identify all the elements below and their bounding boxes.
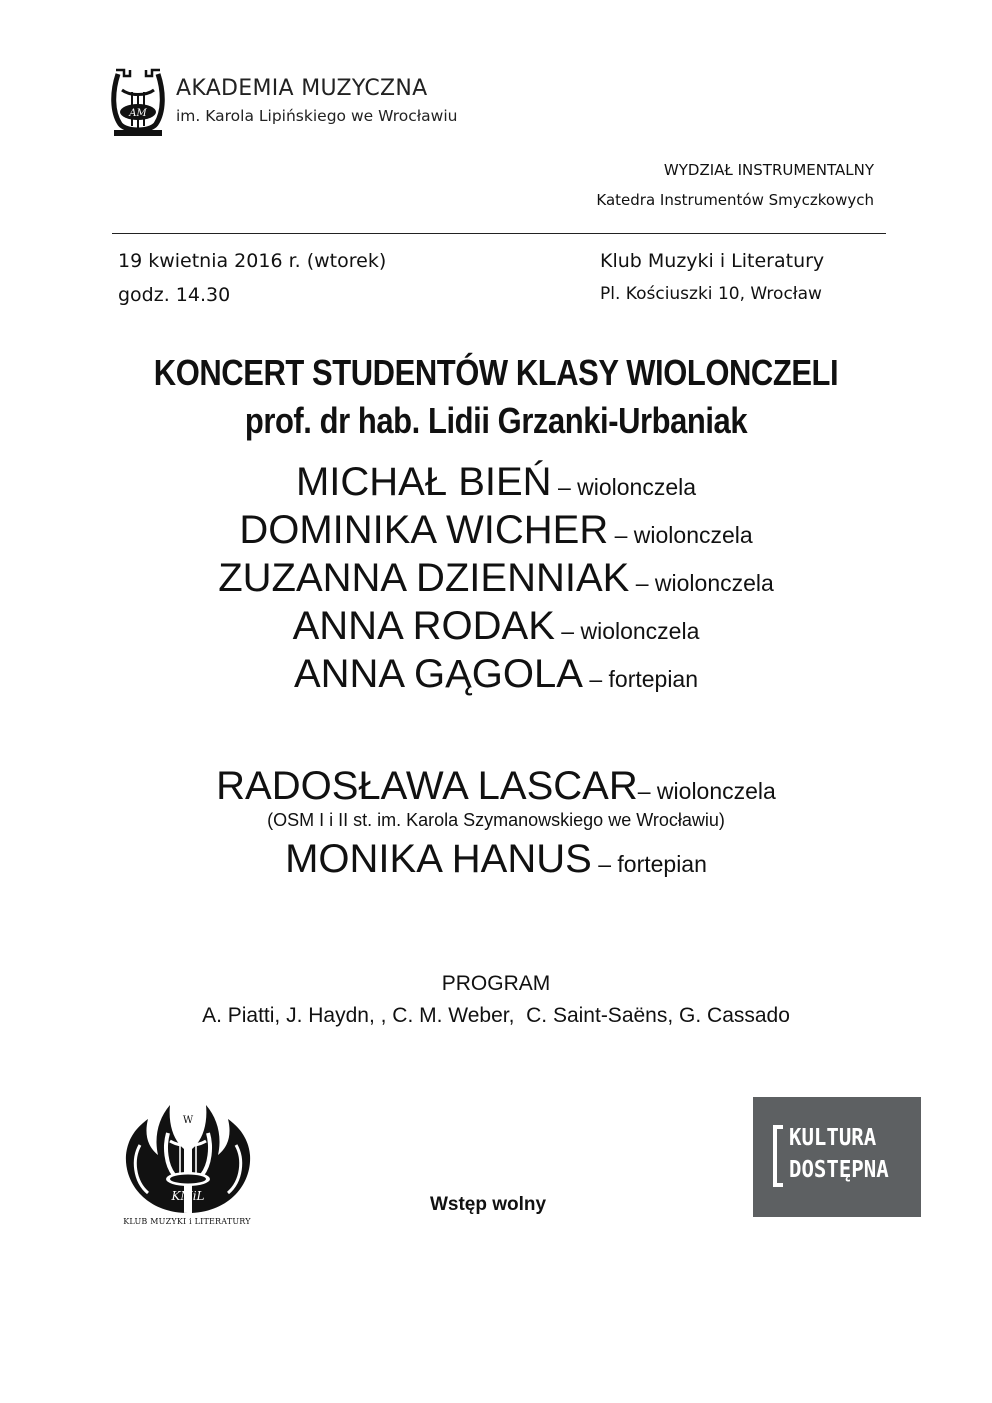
- event-venue: Klub Muzyki i Literatury: [600, 250, 825, 272]
- concert-class-teacher: prof. dr hab. Lidii Grzanki-Urbaniak: [244, 400, 748, 441]
- event-date: 19 kwietnia 2016 r. (wtorek): [118, 250, 387, 272]
- guest-instrument: – wiolonczela: [637, 778, 776, 804]
- performer-instrument: – wiolonczela: [551, 474, 697, 500]
- performer: [0, 650, 992, 698]
- academy-name: AKADEMIA MUZYCZNA: [176, 76, 428, 101]
- performer-instrument: – fortepian: [582, 666, 699, 692]
- badge-line-1: KULTURA: [789, 1125, 877, 1151]
- free-entry-note: Wstęp wolny: [429, 1194, 547, 1215]
- program-composers: A. Piatti, J. Haydn, , C. M. Weber, C. Saint-Saëns, G. Cassado: [202, 1004, 790, 1027]
- event-time: godz. 14.30: [118, 284, 231, 306]
- performer-instrument: – wiolonczela: [554, 618, 700, 644]
- svg-text:KMiL: KMiL: [171, 1189, 205, 1203]
- guest-performer: [0, 762, 992, 810]
- performer: [0, 602, 992, 650]
- performer-name: ZUZANNA DZIENNIAK: [218, 556, 630, 600]
- performer: [0, 458, 992, 506]
- performer-instrument: – wiolonczela: [608, 522, 753, 548]
- badge-line-2: DOSTĘPNA: [789, 1157, 889, 1183]
- guest-name: MONIKA HANUS: [285, 837, 592, 881]
- guest-school-note: (OSM I i II st. im. Karola Szymanowskiego we Wrocławiu): [267, 810, 725, 830]
- performer: [0, 554, 992, 602]
- svg-text:AM: AM: [129, 108, 147, 119]
- performer-name: DOMINIKA WICHER: [239, 508, 609, 552]
- performer-name: ANNA GĄGOLA: [293, 652, 583, 696]
- bracket-icon: [773, 1125, 783, 1187]
- guest-name: RADOSŁAWA LASCAR: [216, 764, 638, 808]
- department: WYDZIAŁ INSTRUMENTALNY: [663, 161, 874, 179]
- academy-logo: [110, 62, 470, 140]
- header-divider: [112, 233, 886, 234]
- performer-instrument: – wiolonczela: [629, 570, 774, 596]
- lyre-logo-icon: [110, 62, 166, 138]
- svg-text:W: W: [182, 1115, 194, 1126]
- kultura-dostepna-badge: [753, 1097, 921, 1217]
- concert-title: KONCERT STUDENTÓW KLASY WIOLONCZELI: [153, 352, 839, 393]
- chair: Katedra Instrumentów Smyczkowych: [596, 191, 874, 209]
- club-caption: KLUB MUZYKI i LITERATURY: [123, 1217, 251, 1226]
- guest-instrument: – fortepian: [591, 851, 707, 877]
- event-address: Pl. Kościuszki 10, Wrocław: [600, 284, 822, 304]
- program-heading: PROGRAM: [441, 972, 551, 995]
- performer: [0, 506, 992, 554]
- performer-name: ANNA RODAK: [292, 604, 555, 648]
- performer-list: [0, 458, 992, 698]
- guest-performer: [0, 835, 992, 883]
- academy-subtitle: im. Karola Lipińskiego we Wrocławiu: [176, 107, 458, 125]
- performer-name: MICHAŁ BIEŃ: [295, 460, 552, 504]
